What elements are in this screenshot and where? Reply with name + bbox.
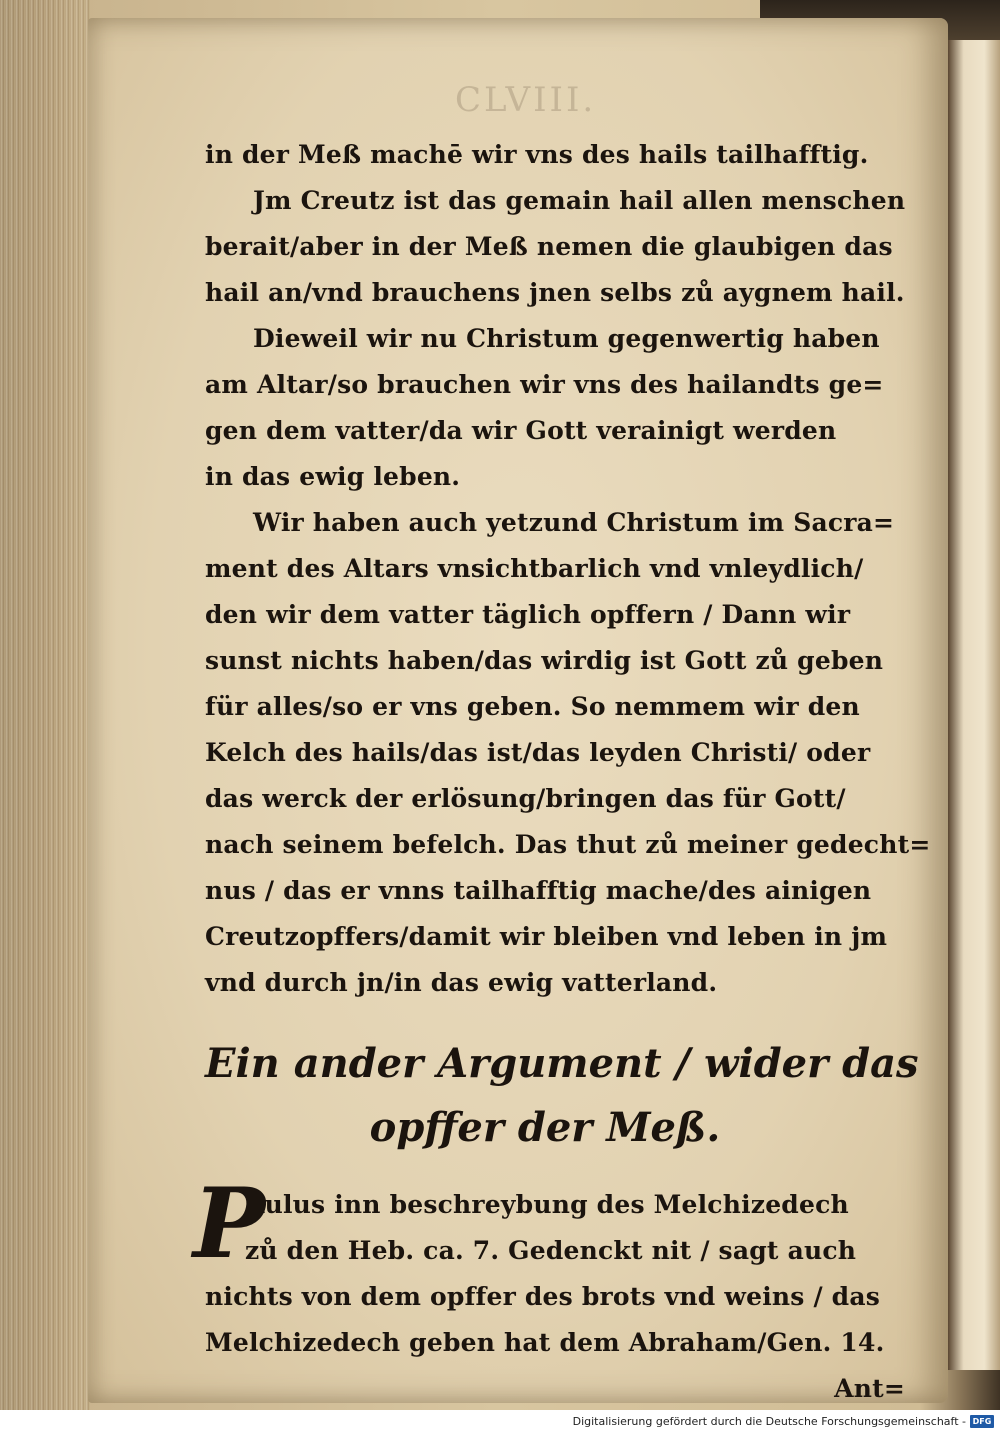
- text-line: Melchizedech geben hat dem Abraham/Gen. 14.: [205, 1328, 885, 1357]
- text-line: Dieweil wir nu Christum gegenwertig haben: [253, 324, 880, 353]
- text-line: vnd durch jn/in das ewig vatterland.: [205, 968, 718, 997]
- text-line: berait/aber in der Meß nemen die glaubigen das: [205, 232, 893, 261]
- text-line: hail an/vnd brauchens jnen selbs zů aygnem hail.: [205, 278, 905, 307]
- text-line: Jm Creutz ist das gemain hail allen menschen: [253, 186, 906, 215]
- page-text: [193, 132, 931, 1412]
- text-line: sunst nichts haben/das wirdig ist Gott zů geben: [205, 646, 884, 675]
- paragraph-1: [205, 132, 931, 1006]
- text-line: Aulus inn beschreybung des Melchizedech: [245, 1190, 849, 1219]
- text-line: Kelch des hails/das ist/das leyden Christi/ oder: [205, 738, 871, 767]
- text-line: nichts von dem opffer des brots vnd weins / das: [205, 1282, 881, 1311]
- text-line: zů den Heb. ca. 7. Gedenckt nit / sagt auch: [245, 1236, 857, 1265]
- text-line: für alles/so er vns geben. So nemmem wir den: [205, 692, 860, 721]
- drop-cap-initial: P: [193, 1167, 266, 1280]
- catchword: Ant=: [834, 1374, 905, 1403]
- text-line: nach seinem befelch. Das thut zů meiner gedecht=: [205, 830, 931, 859]
- text-line: in der Meß machē wir vns des hails tailhafftig.: [205, 140, 869, 169]
- text-line: in das ewig leben.: [205, 462, 461, 491]
- section-heading: [205, 1032, 919, 1160]
- text-line: gen dem vatter/da wir Gott verainigt werden: [205, 416, 837, 445]
- text-line: am Altar/so brauchen wir vns des hailandts ge=: [205, 370, 884, 399]
- book-fore-edge: [0, 0, 90, 1410]
- facing-page-edge: [948, 40, 1000, 1370]
- text-line: Ein ander Argument / wider das: [205, 1040, 919, 1087]
- text-line: ment des Altars vnsichtbarlich vnd vnleydlich/: [205, 554, 864, 583]
- paragraph-2: [193, 1167, 925, 1366]
- text-line: nus / das er vnns tailhafftig mache/des ainigen: [205, 876, 872, 905]
- text-line: Wir haben auch yetzund Christum im Sacra=: [253, 508, 895, 537]
- footer-credit-text: Digitalisierung gefördert durch die Deutsche Forschungsgemeinschaft -: [572, 1415, 966, 1428]
- text-line: Creutzopffers/damit wir bleiben vnd leben in jm: [205, 922, 888, 951]
- text-line: das werck der erlösung/bringen das für Gott/: [205, 784, 846, 813]
- digitization-footer: [0, 1410, 1000, 1433]
- text-line: den wir dem vatter täglich opffern / Dann wir: [205, 600, 851, 629]
- folio-number: CLVIII.: [455, 80, 597, 120]
- dfg-logo-icon: DFG: [970, 1415, 994, 1428]
- text-line: opffer der Meß.: [369, 1104, 721, 1151]
